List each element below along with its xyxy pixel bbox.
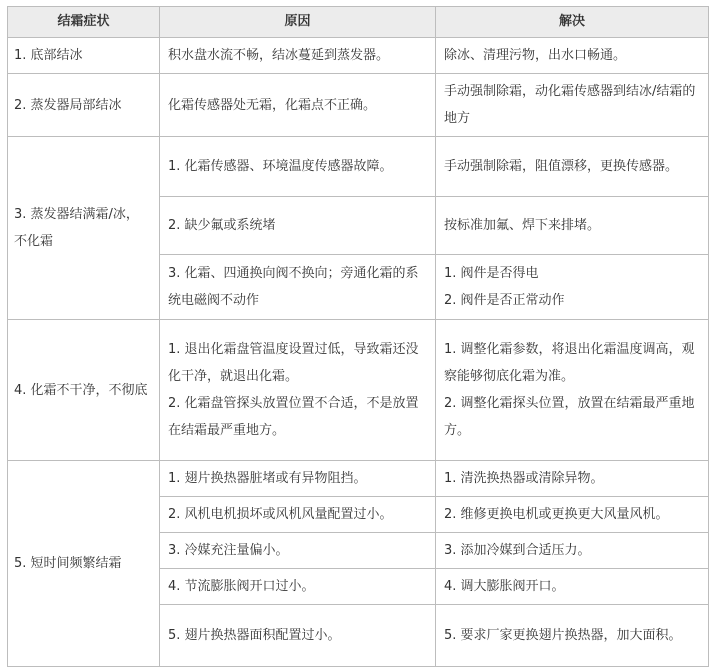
solution-line: 1. 阀件是否得电 <box>444 266 539 281</box>
cause-cell: 3. 化霜、四通换向阀不换向；旁通化霜的系统电磁阀不动作 <box>160 255 436 320</box>
solution-line: 2. 调整化霜探头位置，放置在结霜最严重地方。 <box>444 396 695 438</box>
symptom-cell: 2. 蒸发器局部结冰 <box>8 74 160 137</box>
header-symptom: 结霜症状 <box>8 7 160 38</box>
cause-cell: 4. 节流膨胀阀开口过小。 <box>160 569 436 605</box>
solution-cell: 3. 添加冷媒到合适压力。 <box>436 533 709 569</box>
solution-cell: 手动强制除霜，阻值漂移，更换传感器。 <box>436 137 709 197</box>
frost-troubleshooting-table <box>7 6 709 667</box>
table-row <box>8 461 709 497</box>
solution-cell: 5. 要求厂家更换翅片换热器，加大面积。 <box>436 605 709 667</box>
cause-line: 1. 退出化霜盘管温度设置过低，导致霜还没化干净，就退出化霜。 <box>168 342 419 384</box>
solution-cell <box>436 255 709 320</box>
symptom-cell: 1. 底部结冰 <box>8 38 160 74</box>
header-row <box>8 7 709 38</box>
cause-cell: 积水盘水流不畅，结冰蔓延到蒸发器。 <box>160 38 436 74</box>
solution-cell: 1. 清洗换热器或清除异物。 <box>436 461 709 497</box>
solution-line: 1. 调整化霜参数，将退出化霜温度调高，观察能够彻底化霜为准。 <box>444 342 695 384</box>
symptom-cell: 3. 蒸发器结满霜/冰，不化霜 <box>8 137 160 320</box>
cause-cell: 5. 翅片换热器面积配置过小。 <box>160 605 436 667</box>
cause-cell: 1. 化霜传感器、环境温度传感器故障。 <box>160 137 436 197</box>
cause-line: 2. 化霜盘管探头放置位置不合适，不是放置在结霜最严重地方。 <box>168 396 419 438</box>
solution-cell: 按标准加氟、焊下来排堵。 <box>436 197 709 255</box>
cause-cell: 化霜传感器处无霜，化霜点不正确。 <box>160 74 436 137</box>
header-cause: 原因 <box>160 7 436 38</box>
table-row <box>8 38 709 74</box>
solution-cell: 手动强制除霜，动化霜传感器到结冰/结霜的地方 <box>436 74 709 137</box>
cause-cell: 1. 翅片换热器脏堵或有异物阻挡。 <box>160 461 436 497</box>
solution-cell <box>436 320 709 461</box>
solution-cell: 4. 调大膨胀阀开口。 <box>436 569 709 605</box>
solution-cell: 2. 维修更换电机或更换更大风量风机。 <box>436 497 709 533</box>
table-row <box>8 137 709 197</box>
table-row <box>8 320 709 461</box>
symptom-cell: 5. 短时间频繁结霜 <box>8 461 160 667</box>
solution-cell: 除冰、清理污物，出水口畅通。 <box>436 38 709 74</box>
table-row <box>8 74 709 137</box>
symptom-cell: 4. 化霜不干净，不彻底 <box>8 320 160 461</box>
cause-cell: 2. 风机电机损坏或风机风量配置过小。 <box>160 497 436 533</box>
cause-cell: 2. 缺少氟或系统堵 <box>160 197 436 255</box>
header-solution: 解决 <box>436 7 709 38</box>
solution-line: 2. 阀件是否正常动作 <box>444 293 565 308</box>
cause-cell: 3. 冷媒充注量偏小。 <box>160 533 436 569</box>
cause-cell <box>160 320 436 461</box>
